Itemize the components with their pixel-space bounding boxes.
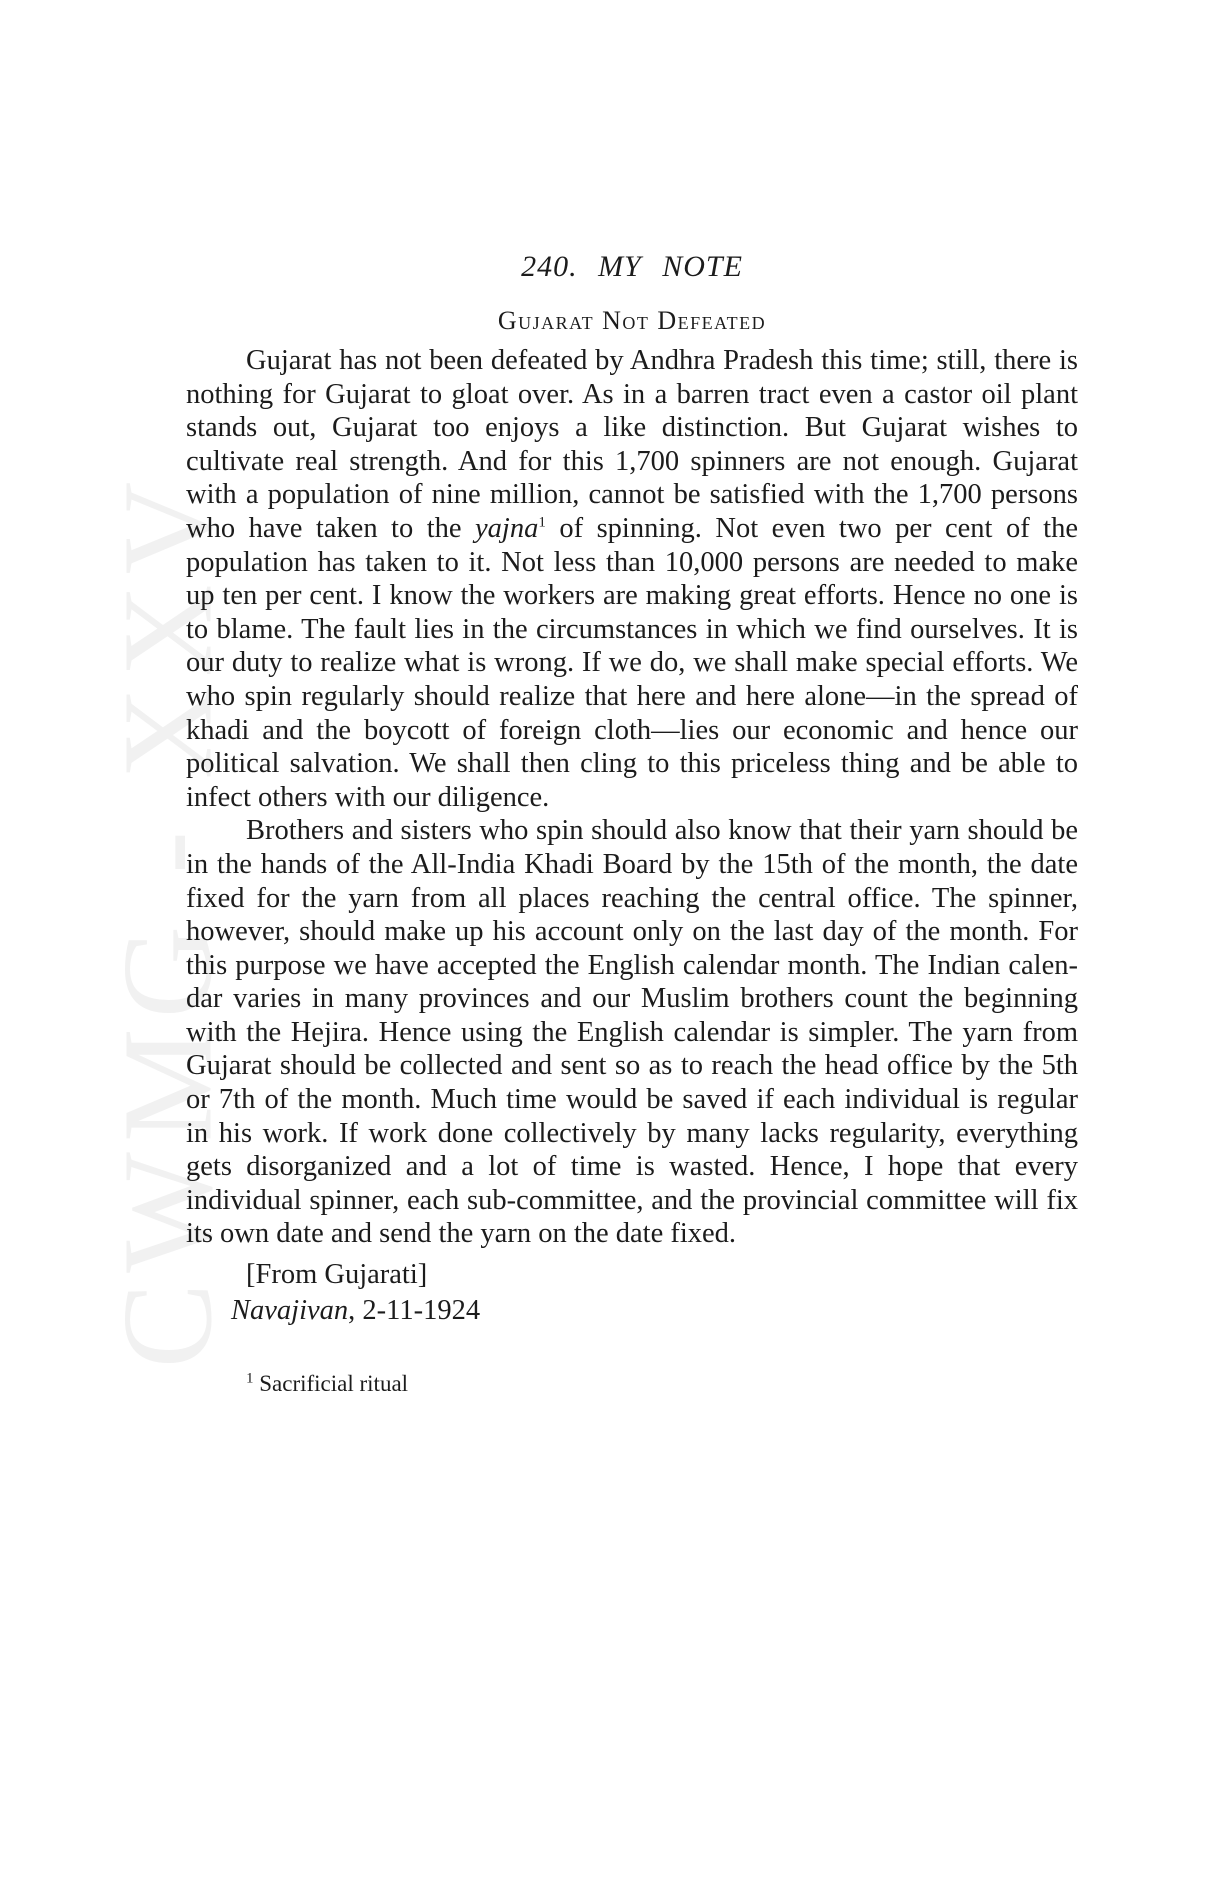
document-subtitle: Gujarat Not Defeated <box>497 306 767 335</box>
paragraph-1 <box>186 344 1078 814</box>
document-page <box>186 250 1078 1397</box>
publication-date: , 2-11-1924 <box>348 1295 481 1327</box>
document-title: 240. MY NOTE <box>521 250 743 283</box>
paragraph-2: Brothers and sisters who spin should also know that their yarn should be in the hands of the All-India Khadi Board by the 15th of the month, the date fixed for the yarn from all places reaching the central office. The spinner, however, should make up his account only on the last day of the month. For this purpose we have accepted the English calendar month. The Indian calendar varies in many provinces and our Muslim brothers count the beginning with the Hejira. Hence using the English calendar is simpler. The yarn from Gujarat should be collected and sent so as to reach the head office by the 5th or 7th of the month. Much time would be saved if each individual is regular in his work. If work done collectively by many lacks regularity, everything gets disorganized and a lot of time is wasted. Hence, I hope that every individual spinner, each sub-committee, and the provincial committee will fix its own date and send the yarn on the date fixed. <box>186 815 1078 1250</box>
footnote <box>186 1371 1078 1397</box>
footnote-text: Sacrificial ritual <box>253 1371 409 1397</box>
watermark-text: CWMG - XXV <box>96 471 239 1369</box>
publication-name: Navajivan <box>231 1295 349 1327</box>
footnote-number: 1 <box>246 1370 254 1387</box>
paragraph-1-text-before: Gujarat has not been defeated by Andhra Pradesh this time; still, there is nothing for Gujarat to gloat over. As in a barren tract even a castor oil plant stands out, Gujarat too enjoys a like distinction. But Gujarat wishes to cultivate real strength. And for this 1,700 spinners are not enough. Gujarat with a population of nine million, cannot be satisfied with the 1,700 persons who have taken to the <box>186 345 1078 544</box>
source-note: [From Gujarati] <box>246 1259 428 1291</box>
citation <box>186 1293 1078 1329</box>
italic-term: yajna <box>475 512 539 544</box>
footnote-reference: 1 <box>538 514 546 531</box>
document-body <box>186 344 1078 1251</box>
paragraph-1-text-after: of spinning. Not even two per cent of the population has taken to it. Not less than 10,000 persons are needed to make up ten per cent. I know the workers are making great efforts. Hence no one is to blame. The fault lies in the circumstances in which we find ourselves. It is our duty to realize what is wrong. If we do, we shall make special efforts. We who spin regularly should realize that here and here alone—in the spread of khadi and the boycott of foreign cloth—lies our economic and hence our political salvation. We shall then cling to this priceless thing and be able to infect others with our diligence. <box>186 512 1078 813</box>
